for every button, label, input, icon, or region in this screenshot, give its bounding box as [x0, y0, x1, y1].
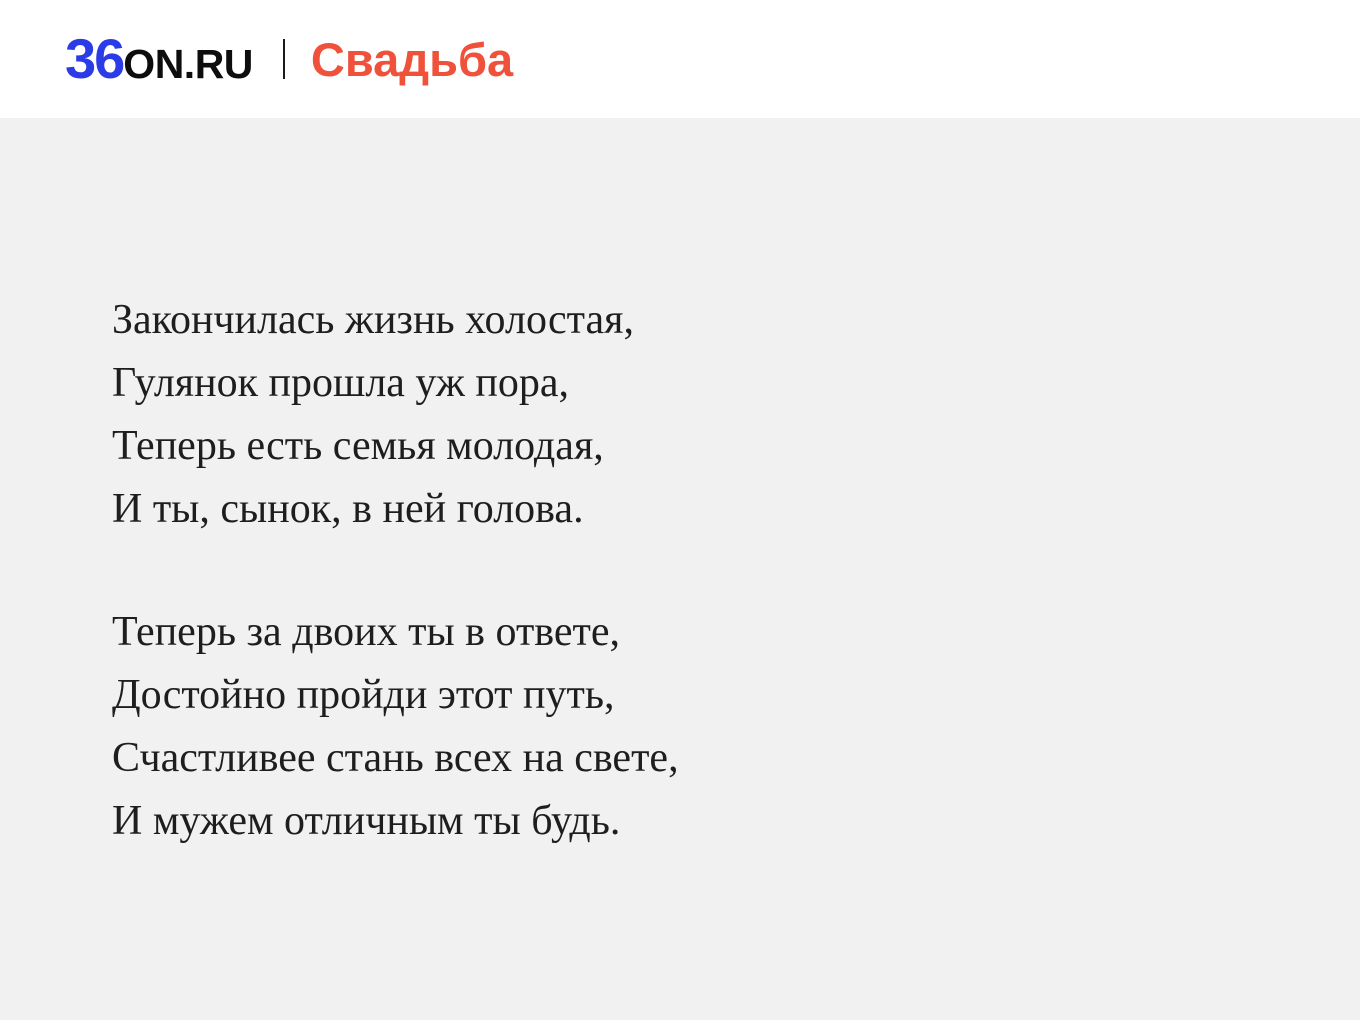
poem-stanza-2: [112, 601, 1300, 853]
logo-divider: [283, 39, 285, 79]
site-logo[interactable]: [65, 27, 253, 90]
poem-line: И мужем отличным ты будь.: [112, 798, 621, 844]
poem-stanza-1: [112, 289, 1300, 541]
site-header: [0, 0, 1360, 118]
logo-domain: ON.RU: [123, 41, 253, 87]
poem-line: Достойно пройди этот путь,: [112, 672, 615, 718]
logo-number: 36: [65, 27, 124, 90]
section-title-wedding[interactable]: Свадьба: [310, 32, 514, 86]
poem-line: Теперь за двоих ты в ответе,: [112, 609, 621, 655]
poem-line: Теперь есть семья молодая,: [112, 423, 604, 469]
poem-line: Закончилась жизнь холостая,: [112, 297, 634, 343]
poem-content: [0, 118, 1360, 853]
poem-line: Счастливее стань всех на свете,: [112, 735, 679, 781]
poem-line: Гулянок прошла уж пора,: [112, 360, 569, 406]
poem-line: И ты, сынок, в ней голова.: [112, 486, 584, 532]
